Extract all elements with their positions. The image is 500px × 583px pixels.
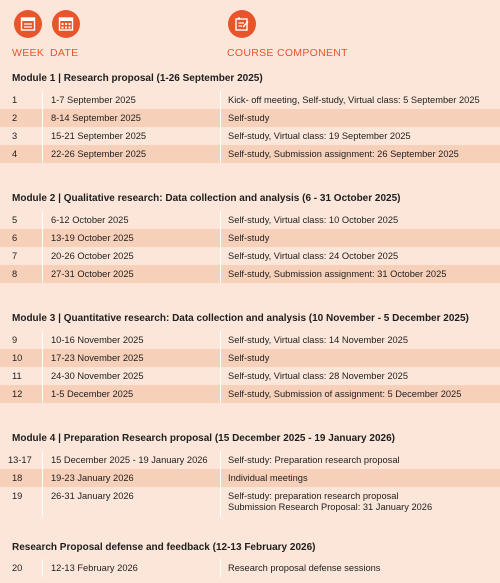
table-row [0,349,500,367]
week-cell: 13-17 [8,455,32,465]
component-cell: Self-study, Virtual class: 28 November 2025 [220,367,500,385]
module-title: Module 2 | Qualitative research: Data collection and analysis (6 - 31 October 2025) [12,193,401,204]
component-cell [220,487,500,517]
date-cell: 12-13 February 2026 [42,559,220,577]
date-cell: 8-14 September 2025 [42,109,220,127]
week-cell: 19 [12,491,23,501]
component-cell: Self-study [220,349,500,367]
component-cell: Individual meetings [220,469,500,487]
week-cell: 3 [12,131,18,141]
component-cell: Self-study, Submission assignment: 31 October 2025 [220,265,500,283]
column-headers [0,47,500,61]
table-row [0,331,500,349]
component-cell: Self-study [220,109,500,127]
date-cell: 24-30 November 2025 [42,367,220,385]
table-row [0,109,500,127]
date-cell: 17-23 November 2025 [42,349,220,367]
header-icons [0,10,500,38]
table-row [0,559,500,577]
table-row [0,127,500,145]
date-cell: 26-31 January 2026 [42,487,220,517]
week-cell: 12 [12,389,23,399]
table-row [0,469,500,487]
table-row [0,145,500,163]
week-cell: 2 [12,113,18,123]
date-cell: 15 December 2025 - 19 January 2026 [42,451,220,469]
week-cell: 7 [12,251,18,261]
week-cell: 11 [12,371,22,381]
date-cell: 20-26 October 2025 [42,247,220,265]
week-cell: 10 [12,353,23,363]
component-cell: Self-study, Submission of assignment: 5 December 2025 [220,385,500,403]
component-line: Self-study: preparation research proposal [228,491,399,501]
component-cell: Self-study, Virtual class: 19 September 2025 [220,127,500,145]
table-row [0,265,500,283]
table-row [0,247,500,265]
table-row [0,487,500,517]
date-cell: 6-12 October 2025 [42,211,220,229]
course-component-header: COURSE COMPONENT [227,47,348,59]
week-cell: 6 [12,233,18,243]
component-cell: Self-study, Submission assignment: 26 September 2025 [220,145,500,163]
module-title: Module 1 | Research proposal (1-26 September 2025) [12,73,263,84]
date-cell: 13-19 October 2025 [42,229,220,247]
module-title: Research Proposal defense and feedback (12-13 February 2026) [12,542,316,553]
date-cell: 1-5 December 2025 [42,385,220,403]
table-row [0,451,500,469]
date-header: DATE [50,47,79,59]
date-cell: 10-16 November 2025 [42,331,220,349]
component-cell: Self-study [220,229,500,247]
component-cell: Self-study, Virtual class: 14 November 2025 [220,331,500,349]
module-title: Module 3 | Quantitative research: Data collection and analysis (10 November - 5 December 2025) [12,313,469,324]
week-cell: 20 [12,563,23,573]
component-cell: Self-study, Virtual class: 10 October 2025 [220,211,500,229]
module-title: Module 4 | Preparation Research proposal (15 December 2025 - 19 January 2026) [12,433,395,444]
date-cell: 22-26 September 2025 [42,145,220,163]
list-icon [14,10,42,38]
week-cell: 8 [12,269,18,279]
week-cell: 5 [12,215,18,225]
table-row [0,229,500,247]
date-cell: 15-21 September 2025 [42,127,220,145]
date-cell: 27-31 October 2025 [42,265,220,283]
tasks-icon [228,10,256,38]
table-row [0,211,500,229]
component-line: Submission Research Proposal: 31 January 2026 [228,502,433,512]
component-cell: Kick- off meeting, Self-study, Virtual class: 5 September 2025 [220,91,500,109]
table-row [0,385,500,403]
table-row [0,91,500,109]
date-cell: 1-7 September 2025 [42,91,220,109]
week-cell: 9 [12,335,18,345]
table-row [0,367,500,385]
week-cell: 18 [12,473,23,483]
component-cell: Self-study, Virtual class: 24 October 2025 [220,247,500,265]
week-cell: 4 [12,149,18,159]
component-cell: Self-study: Preparation research proposal [220,451,500,469]
calendar-icon [52,10,80,38]
week-cell: 1 [12,95,18,105]
component-cell: Research proposal defense sessions [220,559,500,577]
week-header: WEEK [12,47,45,59]
date-cell: 19-23 January 2026 [42,469,220,487]
